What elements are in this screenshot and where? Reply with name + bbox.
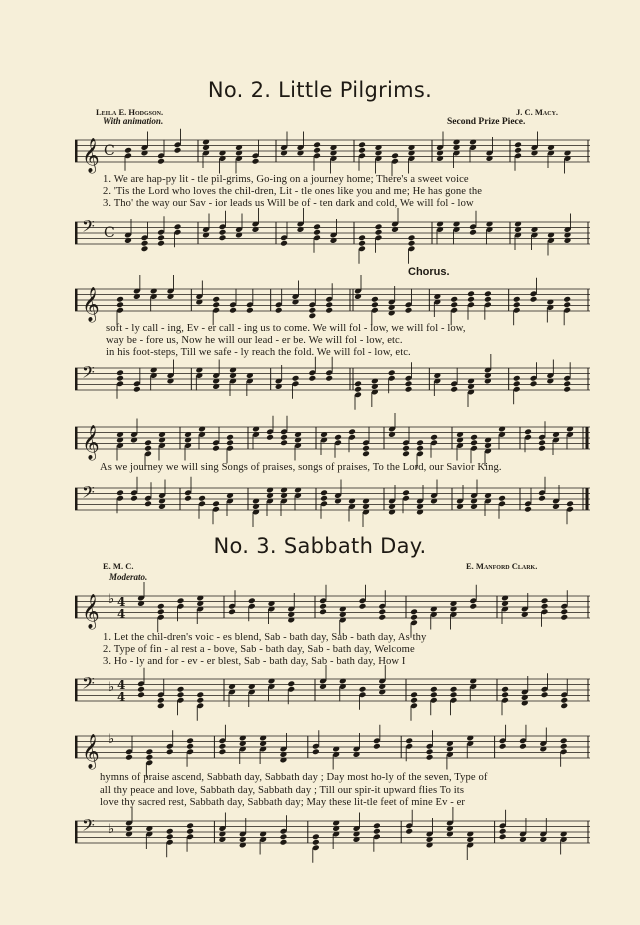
- note-head: [362, 445, 370, 452]
- note-head: [141, 245, 149, 252]
- note-head: [388, 369, 396, 376]
- note-head: [405, 307, 413, 314]
- treble-clef-icon: 𝄞: [82, 138, 100, 173]
- note-head: [371, 296, 379, 303]
- note-head: [226, 439, 234, 446]
- note-head: [312, 748, 320, 755]
- note-head: [538, 445, 546, 452]
- note-head: [450, 686, 458, 693]
- note-head: [186, 822, 194, 829]
- note-head: [541, 603, 549, 610]
- note-head: [228, 608, 236, 615]
- note-head: [287, 680, 295, 687]
- note-head: [348, 428, 356, 435]
- lyric-line: in his foot-steps, Till we safe - ly reach the fold. We will fol - low, etc.: [106, 347, 411, 358]
- note-head: [157, 603, 165, 610]
- final-bar-line: [586, 488, 589, 510]
- bass-clef-icon: 𝄢: [82, 482, 95, 506]
- note-head: [312, 833, 320, 840]
- note-head: [313, 229, 321, 236]
- note-head: [524, 506, 532, 513]
- note-head: [375, 229, 383, 236]
- note-head: [426, 748, 434, 755]
- lyric-line: 1. We are hap-py lit - tle pil-grims, Go-ing on a journey home; There's a sweet voice: [103, 174, 469, 185]
- note-head: [538, 495, 546, 502]
- note-head: [499, 743, 507, 750]
- note-head: [358, 240, 366, 247]
- key-signature-icon: ♭: [108, 592, 115, 607]
- lyricist-credit: E. M. C.: [103, 561, 134, 571]
- note-head: [144, 445, 152, 452]
- note-head: [560, 702, 568, 709]
- note-head: [116, 369, 124, 376]
- note-head: [450, 296, 458, 303]
- note-head: [410, 691, 418, 698]
- note-head: [362, 450, 370, 457]
- note-head: [563, 386, 571, 393]
- note-head: [157, 702, 165, 709]
- note-head: [130, 495, 138, 502]
- note-head: [430, 434, 438, 441]
- hymn-title: No. 2. Little Pilgrims.: [207, 78, 433, 102]
- final-bar-line: [586, 427, 589, 449]
- note-head: [116, 296, 124, 303]
- bass-clef-icon: 𝄢: [82, 815, 95, 839]
- note-head: [313, 141, 321, 148]
- treble-clef-icon: 𝄞: [82, 287, 100, 322]
- note-head: [375, 223, 383, 230]
- note-head: [280, 833, 288, 840]
- note-head: [313, 223, 321, 230]
- note-head: [560, 608, 568, 615]
- note-head: [450, 691, 458, 698]
- note-head: [280, 439, 288, 446]
- lyric-line: all thy peace and love, Sabbath day, Sabbath day ; Till our spir-it upward flies To its: [100, 785, 465, 796]
- note-head: [358, 234, 366, 241]
- note-head: [218, 748, 226, 755]
- note-head: [226, 434, 234, 441]
- system-bracket: [75, 821, 78, 843]
- note-head: [513, 380, 521, 387]
- composer-credit: J. C. Macy.: [516, 107, 559, 117]
- note-head: [538, 439, 546, 446]
- note-head: [334, 434, 342, 441]
- system-bracket: [75, 736, 78, 758]
- note-head: [373, 828, 381, 835]
- time-signature-icon: 4: [117, 595, 126, 609]
- composer-credit: E. Manford Clark.: [466, 561, 538, 571]
- note-head: [430, 686, 438, 693]
- note-head: [144, 439, 152, 446]
- note-head: [499, 828, 507, 835]
- note-head: [410, 697, 418, 704]
- note-head: [416, 445, 424, 452]
- note-head: [196, 697, 204, 704]
- note-head: [177, 691, 185, 698]
- treble-clef-icon: 𝄞: [82, 425, 100, 460]
- note-head: [566, 500, 574, 507]
- note-head: [308, 375, 316, 382]
- note-head: [499, 833, 507, 840]
- note-head: [116, 489, 124, 496]
- note-head: [430, 691, 438, 698]
- note-head: [218, 743, 226, 750]
- note-head: [513, 296, 521, 303]
- note-head: [196, 691, 204, 698]
- note-head: [116, 375, 124, 382]
- note-head: [320, 489, 328, 496]
- bass-clef-icon: 𝄢: [82, 362, 95, 386]
- note-head: [408, 240, 416, 247]
- system-bracket: [75, 427, 78, 449]
- note-head: [325, 375, 333, 382]
- note-head: [470, 434, 478, 441]
- lyric-line: hymns of praise ascend, Sabbath day, Sabbath day ; Day most ho-ly of the seven, Type of: [100, 772, 488, 783]
- note-head: [308, 312, 316, 319]
- note-head: [212, 445, 220, 452]
- note-head: [280, 839, 288, 846]
- note-head: [359, 603, 367, 610]
- note-head: [563, 380, 571, 387]
- note-head: [410, 614, 418, 621]
- note-head: [266, 434, 274, 441]
- note-head: [514, 147, 522, 154]
- note-head: [373, 822, 381, 829]
- note-head: [563, 301, 571, 308]
- key-signature-icon: ♭: [108, 732, 115, 747]
- note-head: [410, 608, 418, 615]
- note-head: [280, 434, 288, 441]
- note-head: [484, 290, 492, 297]
- note-head: [246, 307, 254, 314]
- lyric-line: love thy sacred rest, Sabbath day, Sabbath day; May these lit-tle feet of mine Ev - er: [100, 797, 466, 808]
- note-head: [514, 141, 522, 148]
- note-head: [145, 748, 153, 755]
- note-head: [541, 597, 549, 604]
- note-head: [405, 386, 413, 393]
- bass-clef-icon: 𝄢: [82, 216, 95, 240]
- note-head: [402, 450, 410, 457]
- treble-clef-icon: 𝄞: [82, 594, 100, 629]
- note-head: [174, 147, 182, 154]
- lyric-line: 3. Tho' the way our Sav - ior leads us Will be of - ten dark and cold, We will fol - low: [103, 198, 474, 209]
- note-head: [145, 754, 153, 761]
- note-head: [325, 301, 333, 308]
- note-head: [402, 445, 410, 452]
- note-head: [248, 597, 256, 604]
- note-head: [212, 301, 220, 308]
- note-head: [530, 380, 538, 387]
- note-head: [416, 439, 424, 446]
- common-time-icon: C: [104, 225, 115, 241]
- note-head: [560, 614, 568, 621]
- note-head: [252, 158, 260, 165]
- note-head: [177, 597, 185, 604]
- music-staff: [72, 482, 592, 522]
- note-head: [212, 296, 220, 303]
- note-head: [513, 375, 521, 382]
- note-head: [467, 290, 475, 297]
- note-head: [371, 301, 379, 308]
- note-head: [560, 737, 568, 744]
- note-head: [498, 495, 506, 502]
- note-head: [358, 147, 366, 154]
- note-head: [470, 439, 478, 446]
- note-head: [319, 608, 327, 615]
- music-staff: [72, 673, 592, 713]
- note-head: [450, 386, 458, 393]
- note-head: [501, 691, 509, 698]
- time-signature-icon: 4: [117, 690, 126, 704]
- music-staff: [72, 134, 592, 174]
- note-head: [501, 686, 509, 693]
- note-head: [124, 147, 132, 154]
- treble-clef-icon: 𝄞: [82, 734, 100, 769]
- note-head: [325, 307, 333, 314]
- common-time-icon: C: [104, 143, 115, 159]
- note-head: [312, 839, 320, 846]
- note-head: [426, 754, 434, 761]
- music-staff: [72, 283, 592, 323]
- note-head: [484, 296, 492, 303]
- note-head: [563, 296, 571, 303]
- system-bracket: [75, 368, 78, 390]
- note-head: [519, 743, 527, 750]
- system-bracket: [75, 289, 78, 311]
- note-head: [184, 495, 192, 502]
- note-head: [292, 375, 300, 382]
- key-signature-icon: ♭: [108, 680, 115, 695]
- note-head: [467, 296, 475, 303]
- system-bracket: [75, 488, 78, 510]
- note-head: [319, 603, 327, 610]
- note-head: [450, 301, 458, 308]
- music-staff: [72, 362, 592, 402]
- note-head: [186, 828, 194, 835]
- note-head: [186, 737, 194, 744]
- note-head: [219, 234, 227, 241]
- lyric-line: 2. 'Tis the Lord who loves the chil-dren, Lit - tle ones like you and me; He has gone the: [103, 186, 483, 197]
- music-staff: [72, 815, 592, 855]
- prize-note: Second Prize Piece.: [447, 117, 526, 127]
- note-head: [157, 608, 165, 615]
- note-head: [166, 828, 174, 835]
- music-staff: [72, 730, 592, 770]
- note-head: [320, 495, 328, 502]
- note-head: [229, 307, 237, 314]
- note-head: [125, 754, 133, 761]
- note-head: [157, 234, 165, 241]
- note-head: [157, 697, 165, 704]
- note-head: [219, 229, 227, 236]
- hymn-title: No. 3. Sabbath Day.: [213, 534, 427, 558]
- note-head: [166, 833, 174, 840]
- key-signature-icon: ♭: [108, 822, 115, 837]
- note-head: [378, 614, 386, 621]
- note-head: [166, 748, 174, 755]
- music-staff: [72, 590, 592, 630]
- note-head: [530, 296, 538, 303]
- note-head: [141, 240, 149, 247]
- lyric-line: way be - fore us, Now he will our lead - er be. We will fol - low, etc.: [106, 335, 403, 346]
- note-head: [354, 380, 362, 387]
- music-staff: [72, 421, 592, 461]
- note-head: [541, 691, 549, 698]
- time-signature-icon: 4: [117, 678, 126, 692]
- note-head: [469, 603, 477, 610]
- bass-clef-icon: 𝄢: [82, 673, 95, 697]
- note-head: [391, 152, 399, 159]
- note-head: [469, 229, 477, 236]
- note-head: [378, 608, 386, 615]
- note-head: [174, 223, 182, 230]
- note-head: [144, 500, 152, 507]
- chorus-label: Chorus.: [408, 266, 450, 278]
- note-head: [280, 240, 288, 247]
- note-head: [198, 495, 206, 502]
- note-head: [402, 489, 410, 496]
- note-head: [405, 828, 413, 835]
- note-head: [212, 500, 220, 507]
- note-head: [186, 743, 194, 750]
- lyricist-credit: Leila E. Hodgson.: [96, 107, 164, 117]
- note-head: [560, 743, 568, 750]
- note-head: [308, 307, 316, 314]
- tempo-marking: With animation.: [103, 116, 164, 126]
- system-bracket: [75, 140, 78, 162]
- note-head: [524, 428, 532, 435]
- lyric-line: As we journey we will sing Songs of praises, songs of praises, To the Lord, our Savior King.: [100, 462, 502, 473]
- note-head: [116, 301, 124, 308]
- system-bracket: [75, 596, 78, 618]
- system-bracket: [75, 222, 78, 244]
- note-head: [133, 386, 141, 393]
- lyric-line: 3. Ho - ly and for - ev - er blest, Sab - bath day, Sab - bath day, How I: [103, 656, 406, 667]
- note-head: [275, 307, 283, 314]
- note-head: [373, 743, 381, 750]
- note-head: [408, 234, 416, 241]
- music-staff: [72, 216, 592, 256]
- lyric-line: 1. Let the chil-dren's voic - es blend, Sab - bath day, Sab - bath day, As thy: [103, 632, 427, 643]
- tempo-marking: Moderato.: [109, 572, 148, 582]
- note-head: [359, 686, 367, 693]
- lyric-line: soft - ly call - ing, Ev - er call - ing us to come. We will fol - low, we will fol - low,: [106, 323, 466, 334]
- lyric-line: 2. Type of fin - al rest a - bove, Sab - bath day, Sab - bath day, Welcome: [103, 644, 415, 655]
- note-head: [560, 697, 568, 704]
- note-head: [137, 691, 145, 698]
- system-bracket: [75, 679, 78, 701]
- note-head: [313, 147, 321, 154]
- note-head: [405, 380, 413, 387]
- note-head: [358, 141, 366, 148]
- time-signature-icon: 4: [117, 607, 126, 621]
- note-head: [157, 158, 165, 165]
- note-head: [177, 686, 185, 693]
- note-head: [137, 686, 145, 693]
- note-head: [405, 737, 413, 744]
- note-head: [513, 301, 521, 308]
- note-head: [354, 386, 362, 393]
- note-head: [157, 240, 165, 247]
